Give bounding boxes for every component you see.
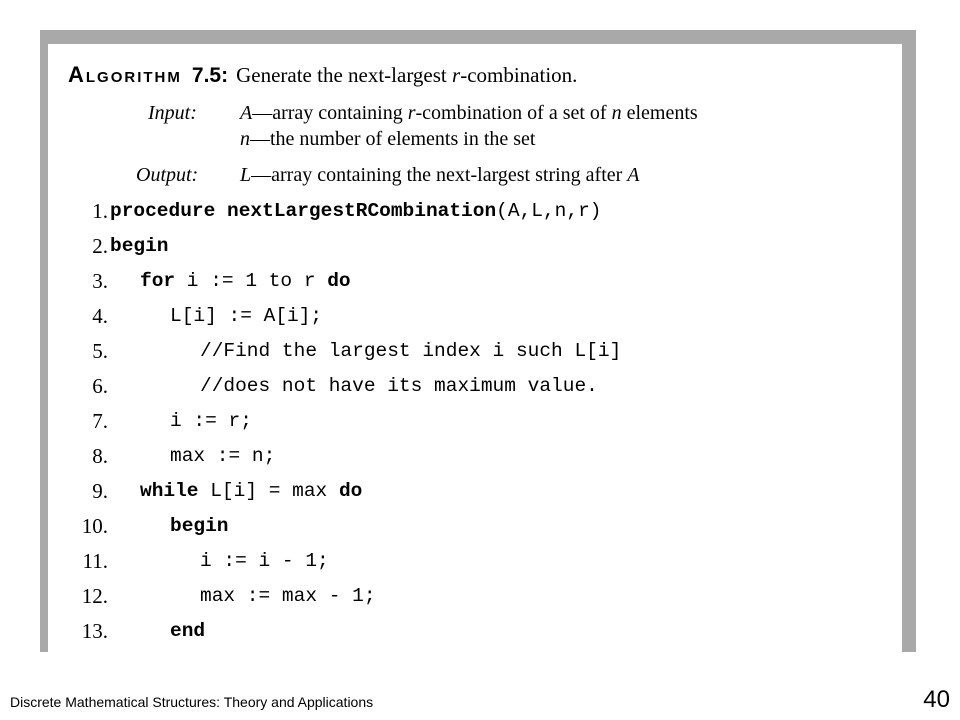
output-label: Output:: [136, 164, 199, 186]
code-line: 6. //does not have its maximum value.: [92, 374, 598, 398]
code-line: 9. while L[i] = max do: [92, 479, 363, 503]
output-line: Output: L—array containing the next-largest string after A: [136, 164, 640, 186]
algorithm-heading: [68, 62, 577, 88]
algorithm-title: Generate the next-largest r-combination.: [236, 63, 578, 87]
algorithm-number: 7.5:: [191, 64, 229, 87]
input-line-1: Input: A—array containing r-combination of a set of n elements: [148, 102, 698, 124]
code-line: 2. begin: [92, 234, 169, 258]
code-line: 10. begin: [81, 514, 229, 538]
page-number: 40: [923, 686, 950, 713]
footer-book-title: Discrete Mathematical Structures: Theory and Applications: [10, 694, 374, 710]
code-line: 11. i := i - 1;: [82, 549, 329, 573]
input-label: Input:: [148, 102, 197, 124]
code-line: 5. //Find the largest index i such L[i]: [92, 339, 622, 363]
code-line: 12. max := max - 1;: [81, 584, 376, 608]
code-line: 3. for i := 1 to r do: [92, 269, 351, 293]
algorithm-panel: [48, 44, 902, 652]
code-line: 13. end: [81, 619, 206, 643]
code-line: 7. i := r;: [92, 409, 252, 433]
algorithm-label: Algorithm: [68, 62, 182, 87]
code-line: 8. max := n;: [92, 444, 276, 468]
code-line: 1. procedure nextLargestRCombination(A,L,n,r): [92, 199, 602, 223]
code-line: 4. L[i] := A[i];: [92, 304, 323, 328]
input-line-2: n—the number of elements in the set: [240, 128, 536, 150]
